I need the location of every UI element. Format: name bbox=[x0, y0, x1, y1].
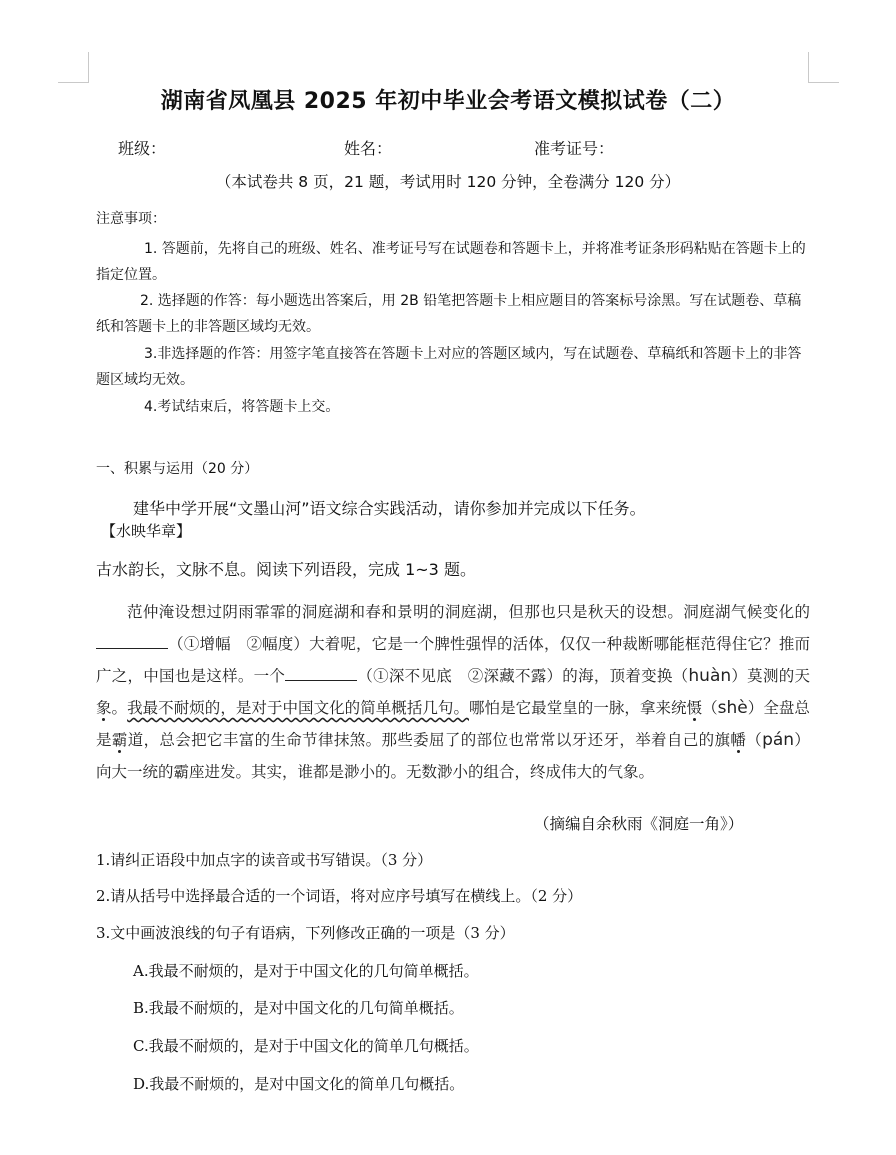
dotted-character: 象 bbox=[96, 699, 112, 717]
exam-title: 湖南省凤凰县 2025 年初中毕业会考语文模拟试卷（二） bbox=[160, 89, 736, 114]
reading-lead: 古水韵长，文脉不息。阅读下列语段，完成 1~3 题。 bbox=[96, 560, 476, 579]
option-b: B.我最不耐烦的，是对中国文化的几句简单概括。 bbox=[133, 999, 464, 1017]
page-corner-mark-top-right bbox=[808, 52, 839, 83]
option-d: D.我最不耐烦的，是对中国文化的简单几句概括。 bbox=[133, 1075, 465, 1093]
notice-item-3: 3.非选择题的作答：用签字笔直接答在答题卡上对应的答题区域内，写在试题卷、草稿纸和答题卡上的非答题区域均无效。 bbox=[96, 346, 802, 388]
dotted-character: 霸 bbox=[111, 731, 128, 749]
question-3: 3.文中画波浪线的句子有语病，下列修改正确的一项是（3 分） bbox=[96, 924, 515, 942]
notice-heading: 注意事项： bbox=[96, 211, 166, 227]
student-info-fields bbox=[0, 136, 896, 158]
pinyin-annotation: pán bbox=[762, 730, 795, 750]
page-corner-mark-top-left bbox=[58, 52, 89, 83]
notice-item-2: 2. 选择题的作答：每小题选出答案后，用 2B 铅笔把答题卡上相应题目的答案标号涂黑。写在试题卷、草稿纸和答题卡上的非答题区域均无效。 bbox=[96, 293, 802, 335]
activity-intro: 建华中学开展“文墨山河”语文综合实践活动，请你参加并完成以下任务。 bbox=[133, 499, 646, 518]
answer-blank-1 bbox=[96, 632, 168, 649]
name-field-label: 姓名： bbox=[344, 139, 393, 158]
question-1: 1.请纠正语段中加点字的读音或书写错误。（3 分） bbox=[96, 851, 433, 869]
wavy-underlined-sentence: 我最不耐烦的，是对于中国文化的简单概括几句。 bbox=[127, 699, 469, 717]
pinyin-annotation: huàn bbox=[688, 666, 732, 686]
exam-note: （本试卷共 8 页，21 题，考试用时 120 分钟，全卷满分 120 分） bbox=[215, 173, 681, 191]
dotted-character: 幡 bbox=[730, 731, 747, 749]
answer-blank-2 bbox=[285, 664, 357, 681]
passage-source: （摘编自余秋雨《洞庭一角》） bbox=[534, 815, 744, 833]
reading-passage: 范仲淹设想过阴雨霏霏的洞庭湖和春和景明的洞庭湖，但那也只是秋天的设想。洞庭湖气候变化的（①增幅 ②幅度）大着呢，它是一个脾性强悍的活体，仅仅一种裁断哪能框范得住它？推而广之，中国也是这样。一个 （①深不见底 ②深藏不露）的海，顶着变换（huàn）莫测的天象。我最不耐烦的，是对于中国文化的简单概括几句。哪怕是它最堂皇的一脉，拿来统慑（shè）全盘总是霸道，总会把它丰富的生命节律抹煞。那些委屈了的部位也常常以牙还牙，举着自己的旗幡（pán）向大一统的霸座进发。其实，谁都是渺小的。无数渺小的组合，终成伟大的气象。 bbox=[96, 603, 810, 781]
notice-item-4: 4.考试结束后，将答题卡上交。 bbox=[144, 399, 340, 415]
pinyin-annotation: shè bbox=[717, 698, 748, 718]
subsection-heading: 【水映华章】 bbox=[101, 522, 192, 540]
option-a: A.我最不耐烦的，是对于中国文化的几句简单概括。 bbox=[133, 962, 479, 980]
class-field-label: 班级： bbox=[118, 139, 167, 158]
section-heading: 一、积累与运用（20 分） bbox=[96, 461, 259, 477]
dotted-character: 慑 bbox=[686, 699, 703, 717]
exam-id-field-label: 准考证号： bbox=[534, 139, 615, 158]
question-2: 2.请从括号中选择最合适的一个词语，将对应序号填写在横线上。（2 分） bbox=[96, 887, 583, 905]
option-c: C.我最不耐烦的，是对于中国文化的简单几句概括。 bbox=[133, 1037, 479, 1055]
notice-item-1: 1. 答题前，先将自己的班级、姓名、准考证号写在试题卷和答题卡上，并将准考证条形码粘贴在答题卡上的指定位置。 bbox=[96, 241, 806, 283]
